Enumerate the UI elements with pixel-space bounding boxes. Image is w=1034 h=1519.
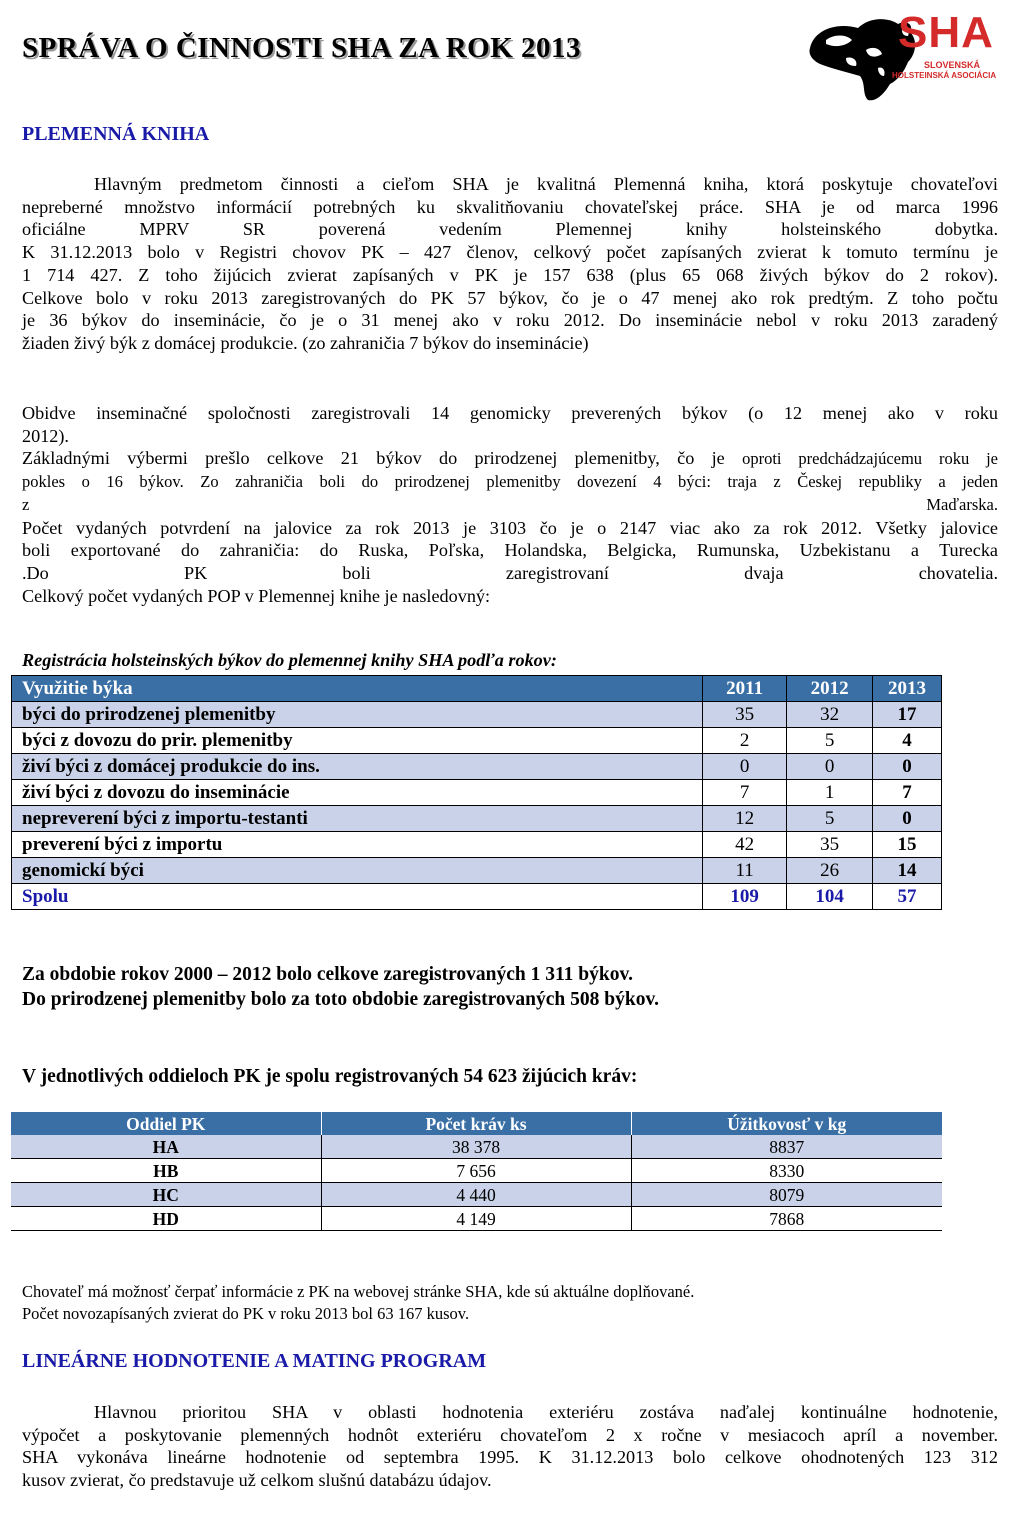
- table-header-row: [11, 1112, 942, 1135]
- table-row: [12, 858, 942, 884]
- paragraph-line: SHA vykonáva lineárne hodnotenie od septembra 1995. K 31.12.2013 bolo celkove ohodnotených 123 312: [22, 1447, 998, 1468]
- paragraph-line: Hlavným predmetom činnosti a cieľom SHA je kvalitná Plemenná kniha, ktorá poskytuje chovateľovi: [94, 174, 998, 194]
- note-new-animals: Počet novozapísaných zvierat do PK v roku 2013 bol 63 167 kusov.: [22, 1304, 470, 1323]
- table1-caption: Registrácia holsteinských býkov do plemennej knihy SHA podľa rokov:: [22, 650, 557, 670]
- table-header-row: [12, 676, 942, 702]
- paragraph-line: 2012).: [22, 425, 69, 446]
- paragraph-line: nepreberné množstvo informácií potrebných ku skvalitňovaniu chovateľskej práce. SHA je od marca 1996: [22, 196, 998, 217]
- table-cell: 4: [873, 728, 942, 754]
- paragraph-line: Hlavnou prioritou SHA v oblasti hodnotenia exteriéru zostáva naďalej kontinuálne hodnotenie,: [94, 1402, 998, 1422]
- paragraph-line: Celkove bolo v roku 2013 zaregistrovaných do PK 57 býkov, čo je o 47 menej ako rok predtým. Z toho počtu: [22, 287, 998, 308]
- paragraph-line: oficiálne MPRV SR poverená vedením Plemennej knihy holsteinského dobytka.: [22, 219, 998, 240]
- table-row: [12, 806, 942, 832]
- table-cell: 26: [787, 858, 873, 884]
- table-row: [12, 832, 942, 858]
- table-cell: 0: [873, 806, 942, 832]
- table-cell: 14: [873, 858, 942, 884]
- summary-natural-breeding: Do prirodzenej plemenitby bolo za toto obdobie zaregistrovaných 508 býkov.: [22, 989, 660, 1010]
- table-cell: 7: [873, 780, 942, 806]
- column-header: Úžitkovosť v kg: [631, 1112, 942, 1135]
- table-row: [11, 1183, 942, 1207]
- paragraph-line: žiaden živý býk z domácej produkcie. (zo zahraničia 7 býkov do inseminácie): [22, 332, 589, 353]
- row-label: HB: [11, 1159, 321, 1183]
- paragraph-fragment: oproti predchádzajúcemu roku je: [742, 449, 998, 469]
- paragraph-line: boli exportované do zahraničia: do Ruska, Poľska, Holandska, Belgicka, Rumunska, Uzbekistanu a Turecka: [22, 540, 998, 561]
- table-cell: 42: [703, 832, 787, 858]
- bull-registration-table: [11, 675, 942, 910]
- table-cell: 57: [873, 884, 942, 910]
- table-cell: 38 378: [321, 1135, 631, 1159]
- logo-subtitle-2: HOLSTEINSKÁ ASOCIÁCIA: [892, 71, 997, 80]
- table-cell: 0: [703, 754, 787, 780]
- table-cell: 11: [703, 858, 787, 884]
- table-row: [12, 754, 942, 780]
- row-label: nepreverení býci z importu-testanti: [12, 806, 703, 832]
- table-cell: 4 440: [321, 1183, 631, 1207]
- paragraph-line: Obidve inseminačné spoločnosti zaregistrovali 14 genomicky preverených býkov (o 12 menej ako v roku: [22, 403, 998, 423]
- paragraph-line: K 31.12.2013 bolo v Registri chovov PK – 427 členov, celkový počet zapísaných zvierat k tomuto termínu je: [22, 242, 998, 263]
- logo-subtitle-1: SLOVENSKÁ: [924, 60, 981, 70]
- column-header: 2013: [873, 676, 942, 702]
- table-cell: 1: [787, 780, 873, 806]
- table-row: [12, 780, 942, 806]
- table-cell: 0: [873, 754, 942, 780]
- paragraph-line: výpočet a poskytovanie plemenných hodnôt exteriéru chovateľom 2 x ročne v mesiacoch apríl a november.: [22, 1424, 998, 1445]
- note-website: Chovateľ má možnosť čerpať informácie z PK na webovej stránke SHA, kde sú aktuálne doplňované.: [22, 1282, 695, 1301]
- table-row: [12, 728, 942, 754]
- table-cell: 7868: [631, 1207, 942, 1231]
- summary-total-bulls: Za obdobie rokov 2000 – 2012 bolo celkove zaregistrovaných 1 311 býkov.: [22, 964, 634, 985]
- column-header: 2011: [703, 676, 787, 702]
- table-cell: 0: [787, 754, 873, 780]
- table-cell: 5: [787, 806, 873, 832]
- section-heading-linearne-hodnotenie: LINEÁRNE HODNOTENIE A MATING PROGRAM: [22, 1350, 487, 1372]
- summary-cows: V jednotlivých oddieloch PK je spolu registrovaných 54 623 žijúcich kráv:: [22, 1066, 638, 1087]
- row-label: živí býci z domácej produkcie do ins.: [12, 754, 703, 780]
- table-row: [11, 1135, 942, 1159]
- table-cell: 8330: [631, 1159, 942, 1183]
- column-header: Využitie býka: [12, 676, 703, 702]
- row-label: Spolu: [12, 884, 703, 910]
- table-cell: 109: [703, 884, 787, 910]
- table-cell: 7 656: [321, 1159, 631, 1183]
- table-cell: 5: [787, 728, 873, 754]
- table-row: [11, 1159, 942, 1183]
- table-cell: 17: [873, 702, 942, 728]
- table-cell: 8079: [631, 1183, 942, 1207]
- table-cell: 15: [873, 832, 942, 858]
- paragraph-fragment: Základnými výbermi prešlo celkove 21 býkov do prirodzenej plemenitby, čo je: [22, 448, 725, 469]
- paragraph-line: pokles o 16 býkov. Zo zahraničia boli do prirodzenej plemenitby dovezení 4 býci: traja z Českej republiky a jeden: [22, 472, 998, 492]
- table-cell: 35: [787, 832, 873, 858]
- row-label: preverení býci z importu: [12, 832, 703, 858]
- paragraph-line: z Maďarska.: [22, 494, 998, 514]
- paragraph-line: [22, 447, 998, 471]
- table-row: [11, 1207, 942, 1231]
- row-label: HC: [11, 1183, 321, 1207]
- table-cell: 104: [787, 884, 873, 910]
- paragraph-plemenna-kniha: [22, 173, 998, 355]
- column-header: 2012: [787, 676, 873, 702]
- table-cell: 35: [703, 702, 787, 728]
- paragraph-linearne-hodnotenie: [22, 1401, 998, 1492]
- paragraph-line: Počet vydaných potvrdení na jalovice za rok 2013 je 3103 čo je o 2147 viac ako za rok 2012. Všetky jalovice: [22, 517, 998, 538]
- table-cell: 4 149: [321, 1207, 631, 1231]
- row-label: HD: [11, 1207, 321, 1231]
- table-cell: 32: [787, 702, 873, 728]
- table-cell: 8837: [631, 1135, 942, 1159]
- section-heading-plemenna-kniha: PLEMENNÁ KNIHA: [22, 123, 210, 145]
- row-label: býci z dovozu do prir. plemenitby: [12, 728, 703, 754]
- paragraph-line: je 36 býkov do inseminácie, čo je o 31 menej ako v roku 2012. Do inseminácie nebol v roku 2013 zaradený: [22, 310, 998, 331]
- row-label: genomickí býci: [12, 858, 703, 884]
- table-cell: 2: [703, 728, 787, 754]
- paragraph-line: 1 714 427. Z toho žijúcich zvierat zapísaných v PK je 157 638 (plus 65 068 živých býkov do 2 rokov).: [22, 264, 998, 285]
- logo-text: SHA: [898, 8, 994, 57]
- report-title: SPRÁVA O ČINNOSTI SHA ZA ROK 2013: [22, 32, 582, 64]
- paragraph-line: .Do PK boli zaregistrovaní dvaja chovatelia.: [22, 562, 998, 583]
- paragraph-inseminacia: [22, 402, 998, 607]
- row-label: býci do prirodzenej plemenitby: [12, 702, 703, 728]
- table-row: [12, 702, 942, 728]
- paragraph-line: kusov zvierat, čo predstavuje už celkom slušnú databázu údajov.: [22, 1470, 492, 1491]
- row-label: živí býci z dovozu do inseminácie: [12, 780, 703, 806]
- sha-logo: [806, 10, 998, 106]
- cow-sections-table: [11, 1112, 942, 1231]
- table-cell: 7: [703, 780, 787, 806]
- table-cell: 12: [703, 806, 787, 832]
- row-label: HA: [11, 1135, 321, 1159]
- column-header: Oddiel PK: [11, 1112, 321, 1135]
- column-header: Počet kráv ks: [321, 1112, 631, 1135]
- paragraph-line: Celkový počet vydaných POP v Plemennej knihe je nasledovný:: [22, 585, 491, 606]
- table-total-row: [12, 884, 942, 910]
